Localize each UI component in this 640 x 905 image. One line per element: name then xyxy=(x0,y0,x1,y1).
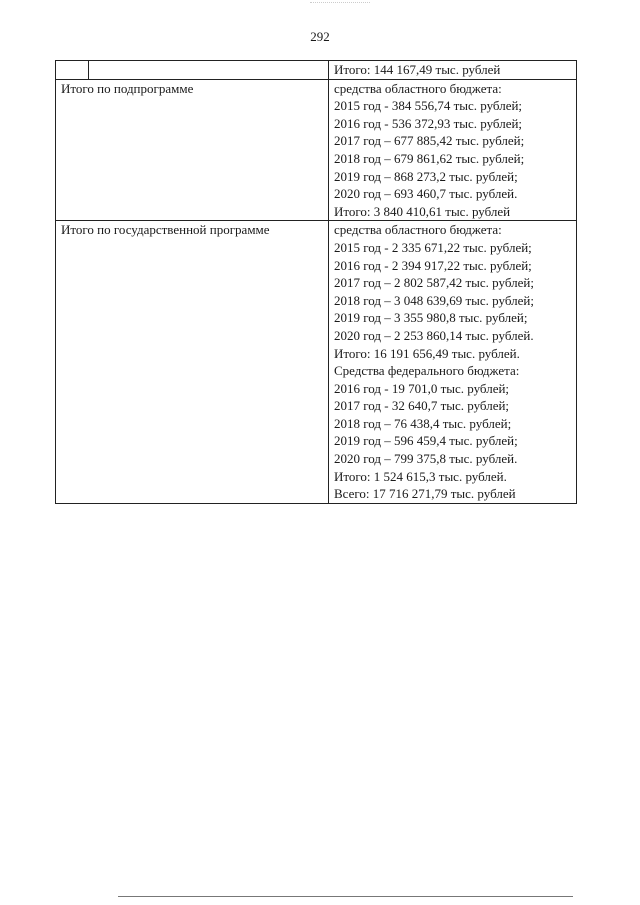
scan-marks xyxy=(310,2,370,5)
funding-line: 2020 год – 693 460,7 тыс. рублей. xyxy=(334,186,518,202)
table-row xyxy=(56,221,577,504)
funding-line: 2016 год - 2 394 917,22 тыс. рублей; xyxy=(334,257,532,273)
funding-line: 2018 год – 76 438,4 тыс. рублей; xyxy=(334,415,512,431)
funding-line: 2018 год – 3 048 639,69 тыс. рублей; xyxy=(334,292,534,308)
funding-line: Итого: 1 524 615,3 тыс. рублей. xyxy=(334,468,507,484)
funding-line: 2016 год - 19 701,0 тыс. рублей; xyxy=(334,380,510,396)
funding-line: Итого: 16 191 656,49 тыс. рублей. xyxy=(334,345,520,361)
footer-rule xyxy=(118,896,573,897)
subprogram-funding xyxy=(329,79,577,221)
page-number: 292 xyxy=(310,29,330,44)
funding-line: 2019 год – 596 459,4 тыс. рублей; xyxy=(334,433,518,449)
subprogram-label: Итого по подпрограмме xyxy=(56,79,329,221)
state-program-label: Итого по государственной программе xyxy=(56,221,329,504)
funding-line: 2019 год – 3 355 980,8 тыс. рублей; xyxy=(334,310,528,326)
funding-line: 2017 год – 677 885,42 тыс. рублей; xyxy=(334,133,525,149)
funding-line: 2015 год - 2 335 671,22 тыс. рублей; xyxy=(334,239,532,255)
funding-line: 2017 год - 32 640,7 тыс. рублей; xyxy=(334,398,510,414)
funding-line: 2018 год – 679 861,62 тыс. рублей; xyxy=(334,150,525,166)
funding-line: Средства федерального бюджета: xyxy=(334,363,520,379)
funding-line: средства областного бюджета: xyxy=(334,80,502,96)
funding-line: 2017 год – 2 802 587,42 тыс. рублей; xyxy=(334,275,534,291)
funding-line: 2020 год – 799 375,8 тыс. рублей. xyxy=(334,451,518,467)
state-program-funding xyxy=(329,221,577,504)
funding-line: Итого: 3 840 410,61 тыс. рублей xyxy=(334,203,511,219)
funding-line: 2016 год - 536 372,93 тыс. рублей; xyxy=(334,115,523,131)
table-row xyxy=(56,79,577,221)
funding-line: Всего: 17 716 271,79 тыс. рублей xyxy=(334,486,516,502)
first-row-total: Итого: 144 167,49 тыс. рублей xyxy=(329,61,577,80)
table-row xyxy=(56,61,577,80)
empty-cell xyxy=(89,61,329,80)
empty-cell xyxy=(56,61,89,80)
funding-line: 2020 год – 2 253 860,14 тыс. рублей. xyxy=(334,327,534,343)
funding-line: 2015 год - 384 556,74 тыс. рублей; xyxy=(334,98,523,114)
budget-table xyxy=(55,60,577,504)
funding-line: средства областного бюджета: xyxy=(334,222,502,238)
funding-line: 2019 год – 868 273,2 тыс. рублей; xyxy=(334,168,518,184)
